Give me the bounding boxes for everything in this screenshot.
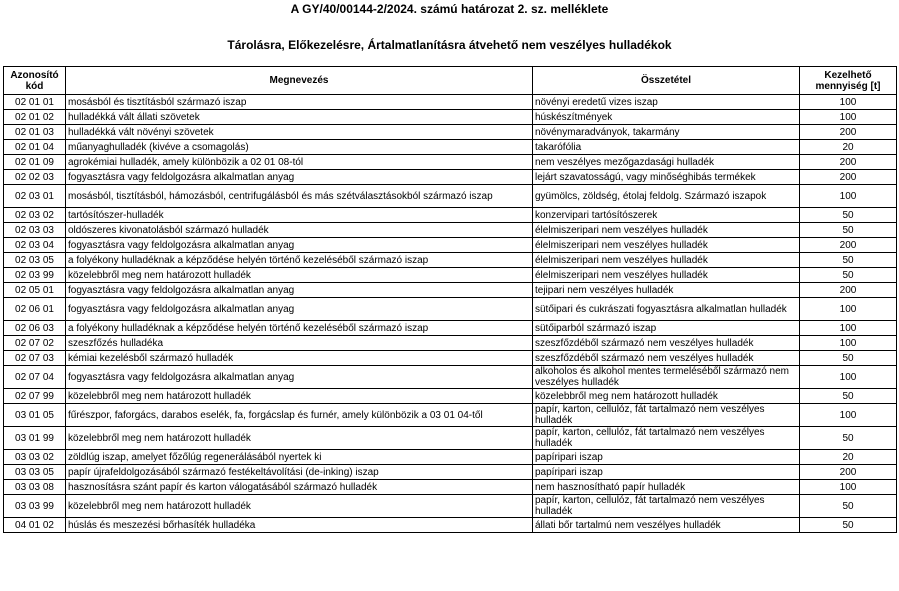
cell-quantity: 50 [800,427,897,450]
cell-composition: sütőipari és cukrászati fogyasztásra alkalmatlan hulladék [533,298,800,321]
cell-name: hasznosításra szánt papír és karton válogatásából származó hulladék [66,480,533,495]
table-row [4,518,897,533]
table-row [4,140,897,155]
cell-name: a folyékony hulladéknak a képződése helyén történő kezeléséből származó iszap [66,321,533,336]
table-row [4,110,897,125]
cell-code: 03 03 05 [4,465,66,480]
cell-name: oldószeres kivonatolásból származó hulladék [66,223,533,238]
cell-quantity: 200 [800,125,897,140]
cell-code: 02 01 01 [4,95,66,110]
cell-composition: növénymaradványok, takarmány [533,125,800,140]
table-row [4,155,897,170]
waste-table [3,66,897,533]
cell-name: fogyasztásra vagy feldolgozásra alkalmatlan anyag [66,283,533,298]
cell-code: 02 02 03 [4,170,66,185]
cell-quantity: 50 [800,518,897,533]
cell-name: hulladékká vált állati szövetek [66,110,533,125]
table-row [4,427,897,450]
cell-composition: élelmiszeripari nem veszélyes hulladék [533,253,800,268]
cell-composition: állati bőr tartalmú nem veszélyes hulladék [533,518,800,533]
cell-code: 02 03 02 [4,208,66,223]
cell-code: 02 07 02 [4,336,66,351]
cell-quantity: 100 [800,480,897,495]
table-header-row [4,67,897,95]
cell-composition: tejipari nem veszélyes hulladék [533,283,800,298]
cell-name: tartósítószer-hulladék [66,208,533,223]
cell-quantity: 200 [800,170,897,185]
cell-name: papír újrafeldolgozásából származó festékeltávolítási (de-inking) iszap [66,465,533,480]
cell-name: hulladékká vált növényi szövetek [66,125,533,140]
cell-composition: papíripari iszap [533,450,800,465]
cell-name: mosásból és tisztításból származó iszap [66,95,533,110]
cell-code: 02 03 05 [4,253,66,268]
cell-code: 02 07 99 [4,389,66,404]
table-row [4,170,897,185]
cell-code: 02 07 03 [4,351,66,366]
table-row [4,450,897,465]
cell-name: húslás és meszezési bőrhasíték hulladéka [66,518,533,533]
table-row [4,351,897,366]
cell-composition: nem veszélyes mezőgazdasági hulladék [533,155,800,170]
table-row [4,298,897,321]
table-row [4,95,897,110]
cell-code: 02 03 99 [4,268,66,283]
cell-code: 03 01 99 [4,427,66,450]
table-row [4,208,897,223]
cell-name: közelebbről meg nem határozott hulladék [66,389,533,404]
cell-composition: lejárt szavatosságú, vagy minőséghibás termékek [533,170,800,185]
cell-composition: növényi eredetű vizes iszap [533,95,800,110]
cell-composition: papír, karton, cellulóz, fát tartalmazó nem veszélyes hulladék [533,427,800,450]
table-row [4,389,897,404]
cell-composition: alkoholos és alkohol mentes termeléséből származó nem veszélyes hulladék [533,366,800,389]
cell-name: agrokémiai hulladék, amely különbözik a 02 01 08-tól [66,155,533,170]
cell-name: közelebbről meg nem határozott hulladék [66,427,533,450]
table-row [4,366,897,389]
cell-quantity: 100 [800,321,897,336]
cell-code: 02 03 01 [4,185,66,208]
cell-composition: szeszfőzdéből származó nem veszélyes hulladék [533,336,800,351]
cell-composition: nem hasznosítható papír hulladék [533,480,800,495]
cell-quantity: 50 [800,208,897,223]
cell-name: műanyaghulladék (kivéve a csomagolás) [66,140,533,155]
cell-code: 02 01 02 [4,110,66,125]
cell-composition: élelmiszeripari nem veszélyes hulladék [533,238,800,253]
cell-quantity: 200 [800,465,897,480]
table-row [4,321,897,336]
cell-code: 02 06 01 [4,298,66,321]
cell-quantity: 100 [800,366,897,389]
table-row [4,495,897,518]
document-title: A GY/40/00144-2/2024. számú határozat 2. sz. melléklete [290,2,609,16]
cell-name: a folyékony hulladéknak a képződése helyén történő kezeléséből származó iszap [66,253,533,268]
cell-quantity: 20 [800,140,897,155]
cell-quantity: 100 [800,404,897,427]
cell-quantity: 50 [800,253,897,268]
table-row [4,253,897,268]
table-row [4,283,897,298]
cell-code: 03 01 05 [4,404,66,427]
cell-quantity: 200 [800,238,897,253]
cell-code: 02 03 03 [4,223,66,238]
cell-quantity: 100 [800,95,897,110]
cell-composition: élelmiszeripari nem veszélyes hulladék [533,223,800,238]
table-body [4,95,897,533]
cell-name: zöldlúg iszap, amelyet főzőlúg regenerálásából nyertek ki [66,450,533,465]
table-row [4,465,897,480]
table-row [4,268,897,283]
cell-composition: takarófólia [533,140,800,155]
cell-name: mosásból, tisztításból, hámozásból, centrifugálásból és más szétválasztásokból származó iszap [66,185,533,208]
cell-quantity: 100 [800,298,897,321]
cell-quantity: 100 [800,336,897,351]
table-row [4,125,897,140]
cell-name: kémiai kezelésből származó hulladék [66,351,533,366]
cell-name: közelebbről meg nem határozott hulladék [66,495,533,518]
cell-quantity: 200 [800,283,897,298]
cell-name: fogyasztásra vagy feldolgozásra alkalmatlan anyag [66,298,533,321]
cell-code: 02 07 04 [4,366,66,389]
table-row [4,404,897,427]
header-code: Azonosító kód [4,67,66,95]
cell-code: 02 06 03 [4,321,66,336]
cell-composition: papír, karton, cellulóz, fát tartalmazó nem veszélyes hulladék [533,404,800,427]
cell-quantity: 100 [800,110,897,125]
cell-name: fogyasztásra vagy feldolgozásra alkalmatlan anyag [66,366,533,389]
cell-code: 03 03 99 [4,495,66,518]
cell-name: közelebbről meg nem határozott hulladék [66,268,533,283]
cell-code: 02 01 09 [4,155,66,170]
cell-code: 04 01 02 [4,518,66,533]
cell-code: 02 03 04 [4,238,66,253]
cell-code: 03 03 02 [4,450,66,465]
cell-name: fogyasztásra vagy feldolgozásra alkalmatlan anyag [66,170,533,185]
table-row [4,238,897,253]
cell-code: 02 01 03 [4,125,66,140]
cell-composition: közelebbről meg nem határozott hulladék [533,389,800,404]
document-subtitle: Tárolásra, Előkezelésre, Ártalmatlanításra átvehető nem veszélyes hulladékok [227,38,672,52]
cell-code: 03 03 08 [4,480,66,495]
cell-quantity: 50 [800,223,897,238]
cell-code: 02 05 01 [4,283,66,298]
cell-name: szeszfőzés hulladéka [66,336,533,351]
cell-composition: élelmiszeripari nem veszélyes hulladék [533,268,800,283]
cell-composition: konzervipari tartósítószerek [533,208,800,223]
cell-composition: papír, karton, cellulóz, fát tartalmazó nem veszélyes hulladék [533,495,800,518]
cell-composition: sütőiparból származó iszap [533,321,800,336]
table-row [4,336,897,351]
cell-quantity: 20 [800,450,897,465]
cell-name: fűrészpor, faforgács, darabos eselék, fa, forgácslap és furnér, amely különbözik a 03 01 04-től [66,404,533,427]
cell-quantity: 50 [800,389,897,404]
table-row [4,185,897,208]
table-row [4,480,897,495]
cell-name: fogyasztásra vagy feldolgozásra alkalmatlan anyag [66,238,533,253]
header-quantity: Kezelhető mennyiség [t] [800,67,897,95]
cell-quantity: 50 [800,351,897,366]
cell-composition: szeszfőzdéből származó nem veszélyes hulladék [533,351,800,366]
header-composition: Összetétel [533,67,800,95]
cell-quantity: 50 [800,268,897,283]
cell-quantity: 50 [800,495,897,518]
header-name: Megnevezés [66,67,533,95]
cell-composition: gyümölcs, zöldség, étolaj feldolg. Származó iszapok [533,185,800,208]
cell-quantity: 100 [800,185,897,208]
cell-quantity: 200 [800,155,897,170]
cell-composition: papíripari iszap [533,465,800,480]
cell-code: 02 01 04 [4,140,66,155]
table-row [4,223,897,238]
cell-composition: húskészítmények [533,110,800,125]
